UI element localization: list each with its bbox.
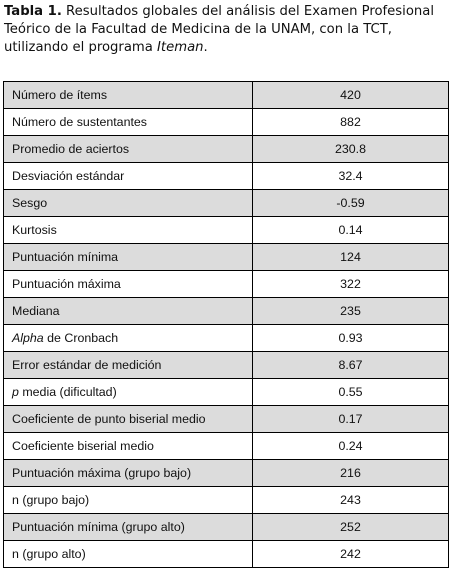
row-value: 0.55 — [253, 379, 449, 406]
table-row — [4, 514, 449, 541]
row-label-italic: Alpha — [12, 331, 44, 345]
table-row — [4, 352, 449, 379]
row-label: Coeficiente de punto biserial medio — [4, 406, 253, 433]
row-label: Puntuación mínima — [4, 244, 253, 271]
row-label: Promedio de aciertos — [4, 136, 253, 163]
row-value: -0.59 — [253, 190, 449, 217]
row-value: 0.17 — [253, 406, 449, 433]
row-label — [4, 379, 253, 406]
row-label: Sesgo — [4, 190, 253, 217]
caption-text: Resultados globales del análisis del Examen Profesional Teórico de la Facultad de Medicina de la UNAM, con la TCT, utilizando el programa — [4, 4, 434, 55]
row-label: Mediana — [4, 298, 253, 325]
table-row — [4, 460, 449, 487]
row-label: Puntuación máxima — [4, 271, 253, 298]
row-value: 243 — [253, 487, 449, 514]
table-row — [4, 82, 449, 109]
table-row — [4, 298, 449, 325]
caption-program-name: Iteman — [157, 40, 204, 55]
row-value: 882 — [253, 109, 449, 136]
row-value: 235 — [253, 298, 449, 325]
row-value: 252 — [253, 514, 449, 541]
table-row — [4, 487, 449, 514]
row-label — [4, 325, 253, 352]
row-label: Kurtosis — [4, 217, 253, 244]
row-label: n (grupo alto) — [4, 541, 253, 568]
row-value: 124 — [253, 244, 449, 271]
table-row — [4, 379, 449, 406]
row-value: 420 — [253, 82, 449, 109]
row-label-rest: media (dificultad) — [18, 385, 117, 399]
table-row — [4, 109, 449, 136]
table-row — [4, 406, 449, 433]
row-label-rest: de Cronbach — [43, 331, 119, 345]
table-caption — [4, 3, 452, 57]
table-row — [4, 190, 449, 217]
row-value: 0.14 — [253, 217, 449, 244]
row-label: Desviación estándar — [4, 163, 253, 190]
row-value: 230.8 — [253, 136, 449, 163]
table-row — [4, 271, 449, 298]
row-label: Puntuación mínima (grupo alto) — [4, 514, 253, 541]
table-row — [4, 217, 449, 244]
row-label: Error estándar de medición — [4, 352, 253, 379]
caption-label: Tabla 1. — [4, 4, 62, 19]
table-row — [4, 541, 449, 568]
row-value: 32.4 — [253, 163, 449, 190]
row-label-italic: p — [12, 385, 19, 399]
row-label: Coeficiente biserial medio — [4, 433, 253, 460]
row-value: 216 — [253, 460, 449, 487]
row-value: 0.24 — [253, 433, 449, 460]
row-label: n (grupo bajo) — [4, 487, 253, 514]
row-value: 0.93 — [253, 325, 449, 352]
table-row — [4, 244, 449, 271]
row-label: Número de ítems — [4, 82, 253, 109]
row-value: 8.67 — [253, 352, 449, 379]
results-table — [3, 81, 449, 568]
table-row — [4, 136, 449, 163]
table-row — [4, 163, 449, 190]
row-value: 322 — [253, 271, 449, 298]
row-label: Número de sustentantes — [4, 109, 253, 136]
row-value: 242 — [253, 541, 449, 568]
table-row — [4, 433, 449, 460]
caption-text-end: . — [203, 40, 208, 55]
row-label: Puntuación máxima (grupo bajo) — [4, 460, 253, 487]
table-row — [4, 325, 449, 352]
